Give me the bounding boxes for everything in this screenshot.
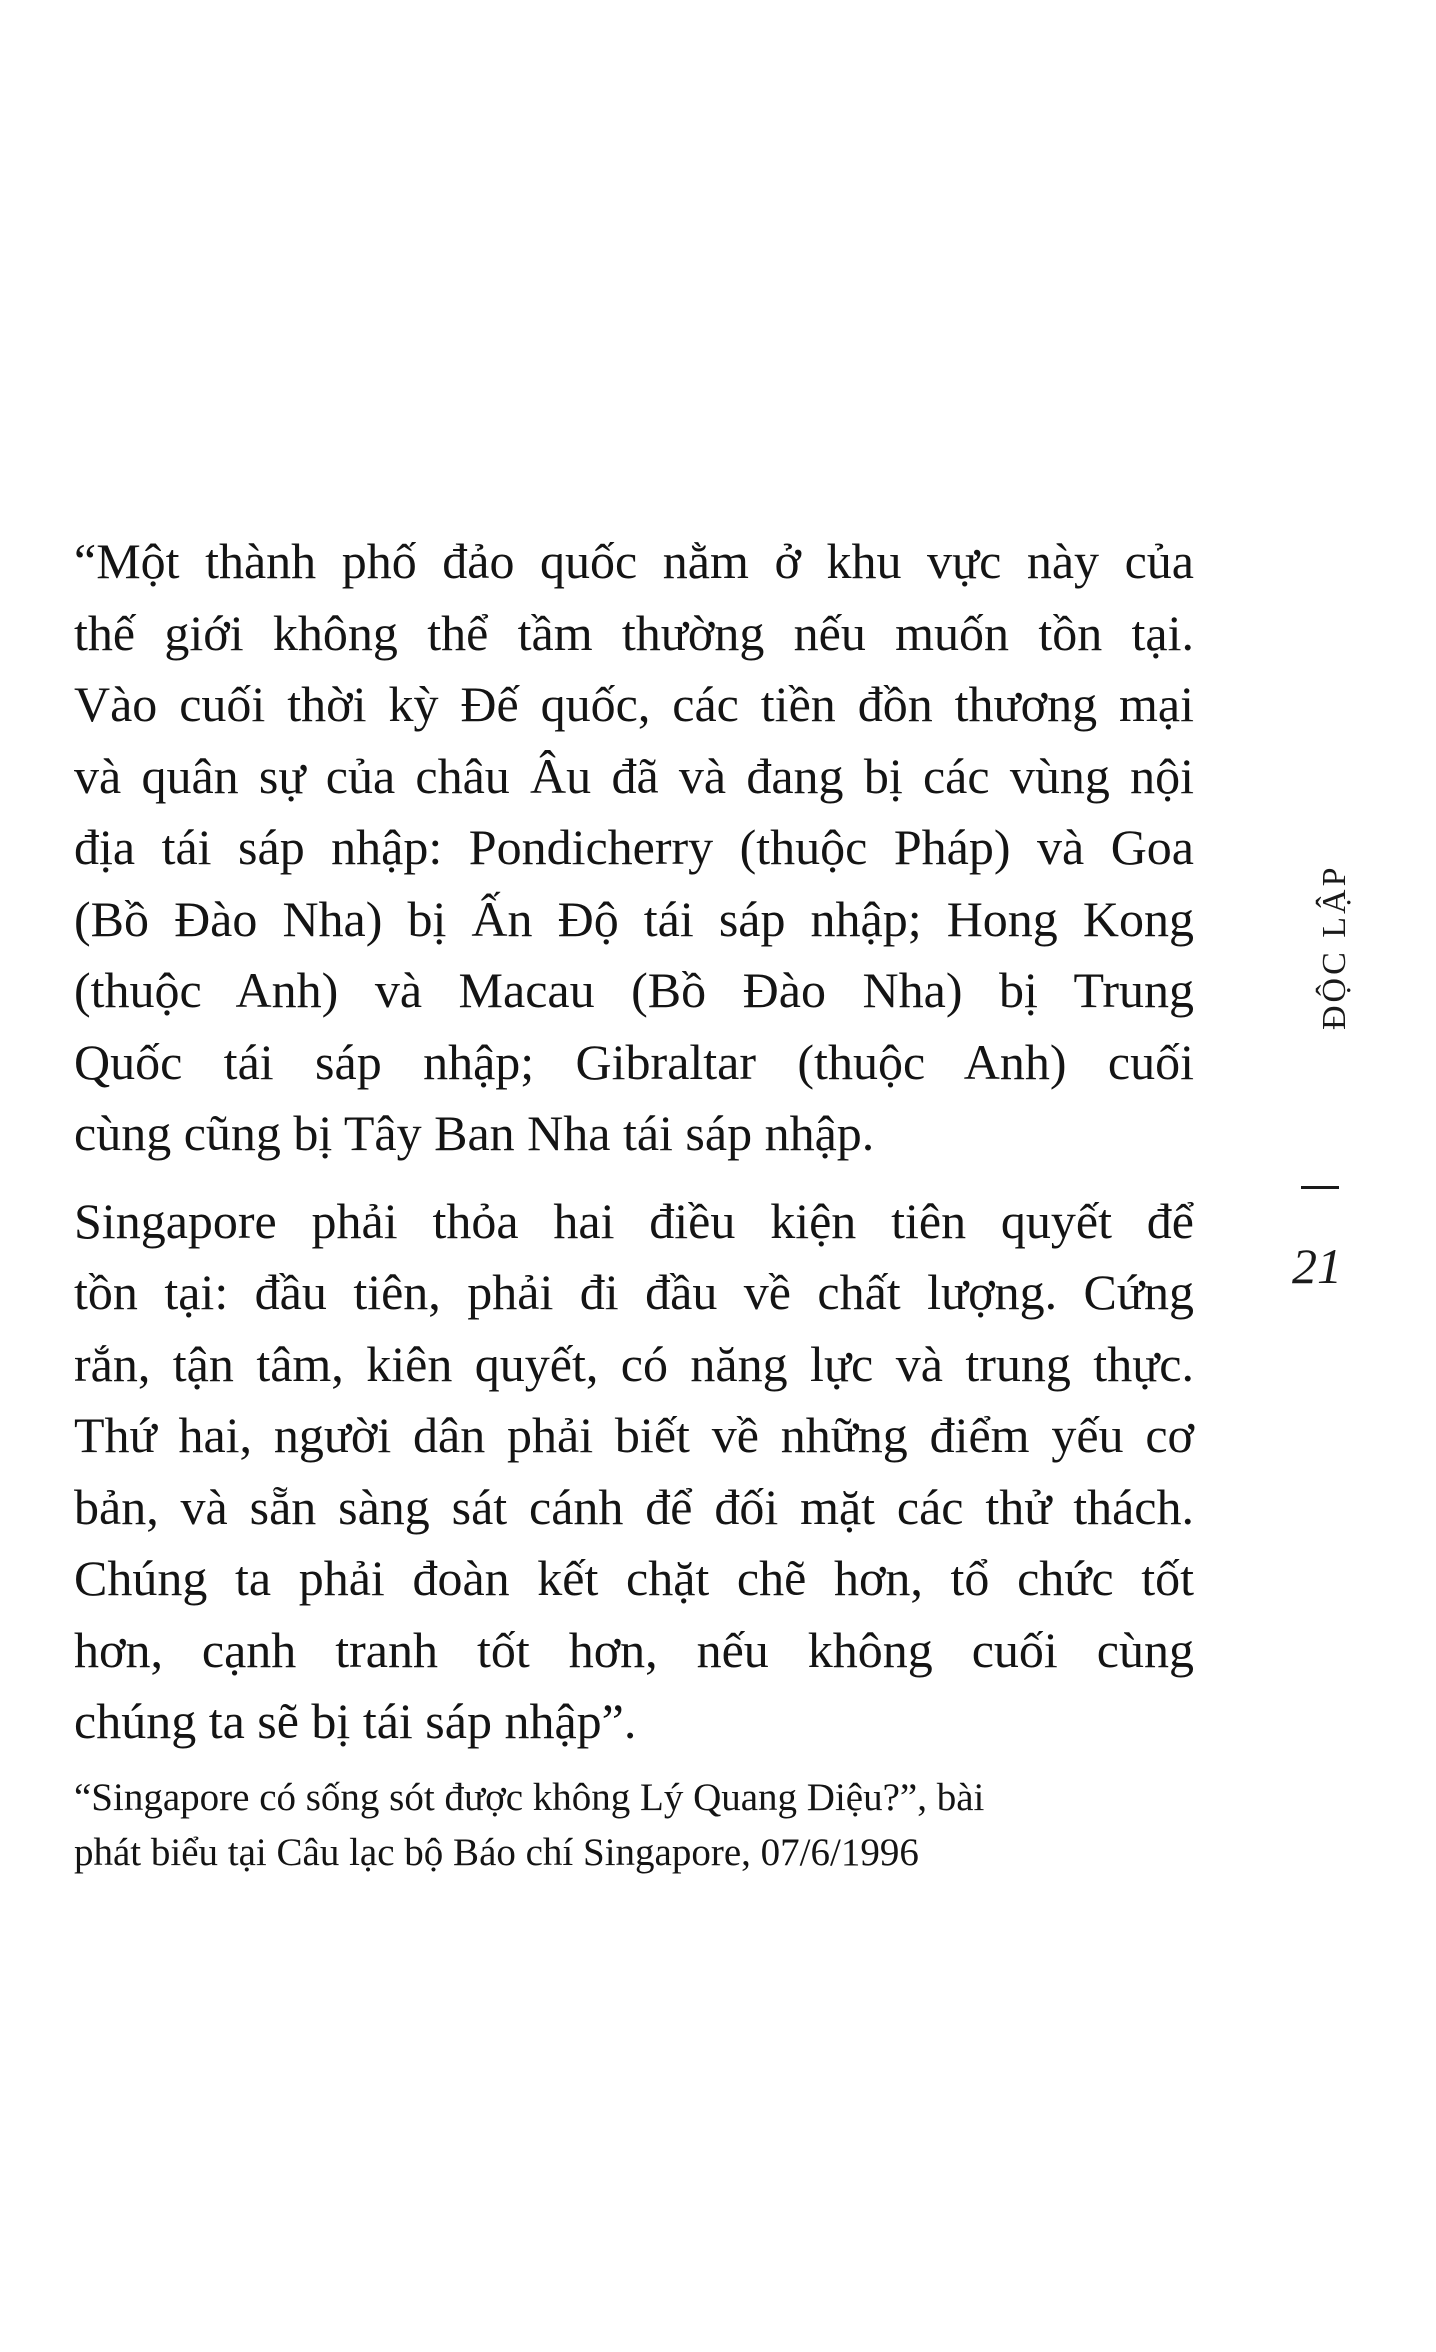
text-line: hơn, cạnh tranh tốt hơn, nếu không cuối cùng	[74, 1621, 1194, 1678]
text-line: (thuộc Anh) và Macau (Bồ Đào Nha) bị Trung	[74, 962, 1194, 1018]
running-section-title: ĐỘC LẬP	[1316, 864, 1353, 1030]
citation-line: phát biểu tại Câu lạc bộ Báo chí Singapore, 07/6/1996	[74, 1830, 919, 1874]
text-line: tồn tại: đầu tiên, phải đi đầu về chất lượng. Cứng	[74, 1264, 1194, 1320]
text-line: Thứ hai, người dân phải biết về những điểm yếu cơ	[74, 1407, 1194, 1463]
text-line: Quốc tái sáp nhập; Gibraltar (thuộc Anh) cuối	[74, 1033, 1194, 1090]
text-line: thế giới không thể tầm thường nếu muốn tồn tại.	[74, 604, 1194, 661]
text-line: bản, và sẵn sàng sát cánh để đối mặt các thử thách.	[74, 1478, 1194, 1535]
text-line: Chúng ta phải đoàn kết chặt chẽ hơn, tổ chức tốt	[74, 1550, 1194, 1606]
text-line: địa tái sáp nhập: Pondicherry (thuộc Pháp) và Goa	[74, 819, 1194, 875]
quote-block	[74, 526, 1194, 1880]
page-number: 21	[1292, 1238, 1342, 1294]
text-line: rắn, tận tâm, kiên quyết, có năng lực và trung thực.	[74, 1335, 1194, 1392]
paragraph-spacer	[74, 1170, 1194, 1186]
text-line: (Bồ Đào Nha) bị Ấn Độ tái sáp nhập; Hong Kong	[74, 890, 1194, 947]
citation-line: “Singapore có sống sót được không Lý Quang Diệu?”, bài	[74, 1775, 985, 1819]
quote-paragraph-2	[74, 1186, 1194, 1758]
citation	[74, 1770, 1194, 1880]
text-line: “Một thành phố đảo quốc nằm ở khu vực này của	[74, 533, 1194, 589]
text-line: Vào cuối thời kỳ Đế quốc, các tiền đồn thương mại	[74, 676, 1194, 732]
text-line: và quân sự của châu Âu đã và đang bị các vùng nội	[74, 747, 1194, 804]
text-line: Singapore phải thỏa hai điều kiện tiên quyết để	[74, 1192, 1194, 1249]
text-line: chúng ta sẽ bị tái sáp nhập”.	[74, 1693, 637, 1749]
divider	[1301, 1186, 1339, 1189]
text-line: cùng cũng bị Tây Ban Nha tái sáp nhập.	[74, 1105, 875, 1161]
quote-paragraph-1	[74, 526, 1194, 1170]
